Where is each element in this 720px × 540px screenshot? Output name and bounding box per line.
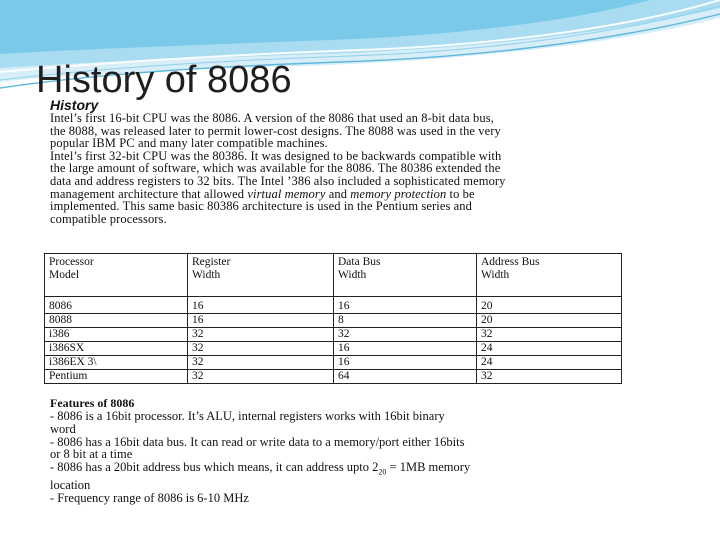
- table-cell: 32: [188, 342, 334, 356]
- table-cell: 32: [188, 328, 334, 342]
- history-text: to be: [446, 186, 475, 201]
- table-cell: 8: [334, 314, 477, 328]
- table-header-row: [45, 254, 622, 297]
- table-cell: 16: [334, 297, 477, 314]
- features-section: [50, 396, 610, 505]
- table-cell: 8088: [45, 314, 188, 328]
- table-cell: i386EX 3\: [45, 356, 188, 370]
- feature-line: word: [50, 421, 76, 436]
- table-row: [45, 328, 622, 342]
- column-header: Data Bus Width: [334, 254, 477, 297]
- history-heading: History: [50, 97, 99, 113]
- table-cell: 16: [334, 356, 477, 370]
- feature-line: - 8086 is a 16bit processor. It’s ALU, internal registers works with 16bit binary: [50, 409, 445, 423]
- table-cell: 32: [188, 356, 334, 370]
- processor-table: [44, 253, 622, 384]
- table-cell: 24: [477, 356, 622, 370]
- feature-text: = 1MB memory: [386, 460, 471, 475]
- slide-title: History of 8086: [36, 59, 292, 101]
- history-line: data and address registers to 32 bits. The Intel ’386 also included a sophisticated memory: [50, 173, 506, 188]
- table-cell: 20: [477, 314, 622, 328]
- history-line: Intel’s first 32-bit CPU was the 80386. It was designed to be backwards compatible with: [50, 148, 502, 163]
- history-line: popular IBM PC and many later compatible machines.: [50, 136, 328, 151]
- table-cell: 16: [188, 297, 334, 314]
- table-cell: Pentium: [45, 370, 188, 384]
- history-line: the 8088, was released later to permit lower-cost designs. The 8088 was used in the very: [50, 123, 501, 138]
- feature-text: - 8086 has a 20bit address bus which means, it can address upto 2: [50, 460, 379, 475]
- feature-line: - 8086 has a 16bit data bus. It can read or write data to a memory/port either 16bits: [50, 434, 465, 449]
- history-line: compatible processors.: [50, 211, 167, 226]
- table-cell: 32: [477, 328, 622, 342]
- table-cell: i386: [45, 328, 188, 342]
- virtual-memory-term: virtual memory: [247, 186, 326, 201]
- feature-line: [50, 461, 610, 479]
- table-row: [45, 314, 622, 328]
- table-row: [45, 370, 622, 384]
- table-cell: 8086: [45, 297, 188, 314]
- feature-line: location: [50, 478, 91, 493]
- column-header: Address Bus Width: [477, 254, 622, 297]
- table-cell: 32: [477, 370, 622, 384]
- table-cell: 24: [477, 342, 622, 356]
- table-cell: 16: [334, 342, 477, 356]
- features-heading: Features of 8086: [50, 396, 135, 410]
- history-text: management architecture that allowed: [50, 186, 248, 201]
- column-header: Register Width: [188, 254, 334, 297]
- history-text: and: [325, 186, 351, 201]
- table-cell: 16: [188, 314, 334, 328]
- history-line: implemented. This same basic 80386 architecture is used in the Pentium series and: [50, 199, 473, 214]
- feature-line: - Frequency range of 8086 is 6-10 MHz: [50, 491, 249, 506]
- history-section: [50, 98, 625, 225]
- memory-protection-term: memory protection: [350, 186, 447, 201]
- feature-exponent: 20: [378, 467, 387, 477]
- table-row: [45, 297, 622, 314]
- table-cell: 32: [188, 370, 334, 384]
- history-line: Intel’s first 16-bit CPU was the 8086. A version of the 8086 that used an 8-bit data bus,: [50, 111, 494, 125]
- table-row: [45, 342, 622, 356]
- table-cell: 64: [334, 370, 477, 384]
- table-cell: 32: [334, 328, 477, 342]
- table-cell: 20: [477, 297, 622, 314]
- history-line: the large amount of software, which was available for the 8086. The 80386 extended the: [50, 161, 501, 176]
- table-cell: i386SX: [45, 342, 188, 356]
- table-row: [45, 356, 622, 370]
- feature-line: or 8 bit at a time: [50, 447, 133, 462]
- column-header: Processor Model: [45, 254, 188, 297]
